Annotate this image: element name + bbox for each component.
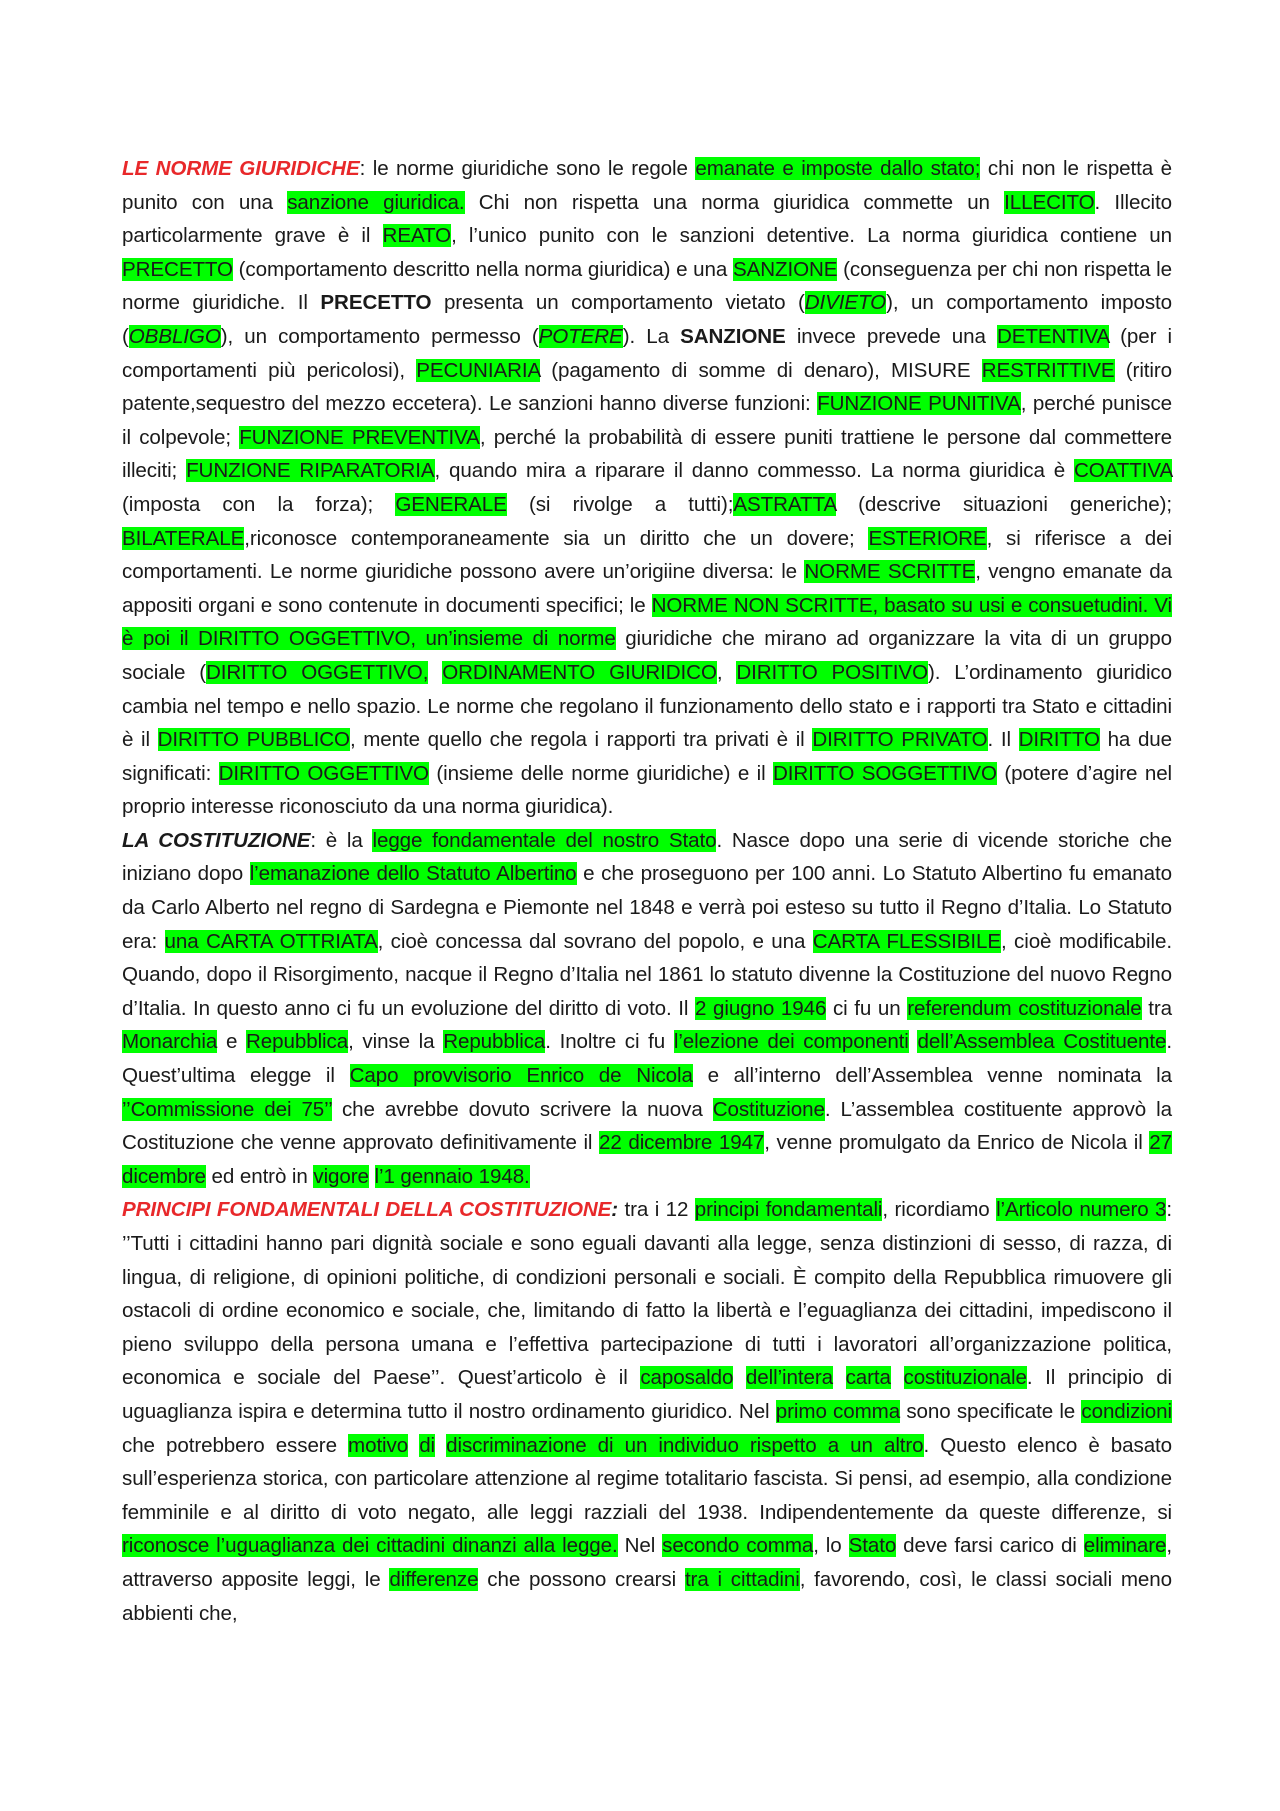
text-run: . L’assemblea costituente approvò la Costituzione che venne approvato definitivamente il (122, 1097, 1173, 1155)
highlighted-text: motivo (348, 1433, 409, 1457)
text-run: . Nasce dopo una serie di vicende storiche che iniziano dopo (122, 828, 1173, 886)
text-run: (ritiro patente,sequestro del mezzo eccetera). Le sanzioni hanno diverse funzioni: (122, 358, 1173, 416)
text-run: . Il principio di uguaglianza ispira e determina tutto il nostro ordinamento giuridico. Nel (122, 1366, 1173, 1423)
highlighted-text: condizioni (1081, 1399, 1172, 1423)
text-run (891, 1366, 904, 1389)
highlighted-text: DIRITTO OGGETTIVO, (206, 660, 429, 684)
highlighted-text: caposaldo (640, 1366, 734, 1390)
highlighted-text: DIRITTO SOGGETTIVO (773, 761, 997, 785)
highlighted-text: l’1 gennaio 1948. (374, 1164, 530, 1188)
text-run: (imposta con la forza); (122, 492, 396, 516)
highlighted-text: OBBLIGO (128, 324, 221, 348)
text-run: (per i comportamenti più pericolosi), (122, 324, 1172, 382)
text-run: . Questo elenco è basato sull’esperienza storica, con particolare attenzione al regime totalitario fascista. Si pensi, ad esempio, alla condizione femminile e al diritto di voto negato, alle leggi razziali del 1938. Indipendentemente da queste differenze, si (122, 1433, 1173, 1524)
text-run: . Inoltre ci fu (545, 1030, 674, 1054)
text-run: , perché la probabilità di essere puniti trattiene le persone dal commettere illeciti; (122, 425, 1172, 483)
highlighted-text: differenze (389, 1567, 479, 1591)
text-run: , cioè concessa dal sovrano del popolo, e una (377, 929, 813, 953)
highlighted-text: RESTRITTIVE (981, 358, 1115, 382)
section-heading: LE NORME GIURIDICHE (122, 157, 360, 180)
text-run: chi non le rispetta è punito con una (122, 157, 1172, 214)
highlighted-text: costituzionale (903, 1366, 1027, 1390)
text-run: ,riconosce contemporaneamente sia un diritto che un dovere; (244, 526, 869, 550)
highlighted-text: POTERE (538, 324, 623, 348)
highlighted-text: Repubblica (443, 1030, 546, 1054)
text-run: ci fu un (826, 996, 908, 1020)
text-run: (descrive situazioni generiche); (835, 492, 1172, 516)
text-run (833, 1366, 846, 1389)
text-run: . Quest’ultima elegge il (122, 1030, 1172, 1088)
text-run: , vengno emanate da appositi organi e sono contenute in documenti specifici; le (122, 560, 1173, 617)
highlighted-text: tra i cittadini (684, 1567, 800, 1591)
text-run: ha due significati: (122, 728, 1173, 785)
text-run: tra (1141, 996, 1172, 1020)
document-body (122, 152, 1172, 1630)
text-run: deve farsi carico di (896, 1534, 1084, 1558)
highlighted-text: 2 giugno 1946 (695, 996, 827, 1020)
highlighted-text: riconosce l’uguaglianza dei cittadini dinanzi alla legge. (122, 1534, 618, 1558)
bold-text: SANZIONE (680, 324, 786, 348)
highlighted-text: l’elezione dei componenti (673, 1030, 909, 1054)
text-run: , (716, 660, 737, 684)
text-run: (conseguenza per chi non rispetta le norme giuridiche. Il (122, 257, 1172, 315)
text-run: (si rivolge a tutti); (506, 492, 734, 516)
highlighted-text: DIRITTO POSITIVO (736, 660, 928, 684)
highlighted-text: DETENTIVA (996, 324, 1109, 348)
section-norme-giuridiche (122, 152, 1172, 824)
highlighted-text: Costituzione (712, 1097, 825, 1121)
text-run: tra i 12 (618, 1198, 695, 1222)
highlighted-text: legge fondamentale del nostro Stato (372, 828, 717, 852)
text-run: , perché punisce il colpevole; (122, 392, 1173, 449)
text-run: che avrebbe dovuto scrivere la nuova (331, 1097, 713, 1121)
text-run: , attraverso apposite leggi, le (122, 1534, 1172, 1591)
highlighted-text: DIRITTO PUBBLICO (157, 728, 350, 752)
section-costituzione (122, 824, 1172, 1194)
text-run: , venne promulgato da Enrico de Nicola il (764, 1131, 1150, 1155)
highlighted-text: primo comma (775, 1399, 901, 1423)
highlighted-text: emanate e imposte dallo stato; (695, 157, 981, 180)
highlighted-text: DIRITTO (1018, 728, 1100, 752)
highlighted-text: DIRITTO PRIVATO (812, 728, 988, 752)
highlighted-text: eliminare (1083, 1534, 1167, 1558)
text-run: . Il (987, 728, 1019, 752)
highlighted-text: ’’Commissione dei 75’’ (122, 1097, 332, 1121)
highlighted-text: carta (845, 1366, 891, 1390)
text-run: , mente quello che regola i rapporti tra privati è il (349, 728, 813, 752)
text-run: : le norme giuridiche sono le regole (359, 157, 696, 180)
text-run: e (217, 1030, 247, 1054)
highlighted-text: NORME NON SCRITTE, basato su usi e consuetudini. Vi è poi il DIRITTO OGGETTIVO, un’insieme di norme (122, 593, 1172, 651)
highlighted-text: ORDINAMENTO GIURIDICO (442, 660, 717, 684)
highlighted-text: Stato (848, 1534, 897, 1558)
highlighted-text: sanzione giuridica. (287, 190, 465, 214)
text-run: , l’unico punito con le sanzioni detentive. La norma giuridica contiene un (451, 224, 1172, 248)
highlighted-text: l’emanazione dello Statuto Albertino (249, 862, 577, 886)
text-run: che potrebbero essere (122, 1433, 349, 1457)
text-run (733, 1366, 746, 1389)
text-run: , si riferisce a dei comportamenti. Le norme giuridiche possono avere un’origiine diversa: le (122, 526, 1172, 584)
text-run: giuridiche che mirano ad organizzare la vita di un gruppo sociale ( (122, 627, 1172, 684)
text-run (408, 1434, 419, 1457)
highlighted-text: di (419, 1433, 436, 1457)
highlighted-text: PECUNIARIA (416, 358, 540, 382)
highlighted-text: NORME SCRITTE (804, 560, 976, 584)
section-heading: LA COSTITUZIONE (122, 828, 311, 852)
text-run (435, 1434, 446, 1457)
highlighted-text: ASTRATTA (733, 492, 836, 516)
text-run: ), un comportamento permesso ( (220, 324, 539, 348)
highlighted-text: DIRITTO OGGETTIVO (218, 761, 429, 785)
text-run: e all’interno dell’Assemblea venne nominata la (692, 1064, 1172, 1088)
highlighted-text: DIVIETO (804, 291, 887, 315)
highlighted-text: REATO (382, 224, 452, 248)
highlighted-text: discriminazione di un individuo rispetto a un altro (446, 1433, 924, 1457)
highlighted-text: Capo provvisorio Enrico de Nicola (349, 1064, 693, 1088)
text-run (428, 661, 442, 684)
highlighted-text: PRECETTO (122, 257, 233, 281)
text-run: presenta un comportamento vietato ( (431, 291, 805, 315)
highlighted-text: dell’intera (745, 1366, 833, 1390)
text-run (369, 1165, 375, 1188)
section-heading: : (611, 1198, 619, 1222)
highlighted-text: SANZIONE (732, 257, 838, 281)
highlighted-text: FUNZIONE PUNITIVA (817, 392, 1021, 416)
highlighted-text: CARTA FLESSIBILE (812, 929, 1001, 953)
text-run: , vinse la (348, 1030, 444, 1054)
highlighted-text: una CARTA OTTRIATA (164, 929, 378, 953)
highlighted-text: COATTIVA (1074, 459, 1172, 483)
bold-text: PRECETTO (320, 291, 432, 315)
highlighted-text: Repubblica (246, 1030, 349, 1054)
text-run: , cioè modificabile. Quando, dopo il Risorgimento, nacque il Regno d’Italia nel 1861 lo statuto divenne la Costituzione del nuovo Regno d’Italia. In questo anno ci fu un evoluzione del diritto di voto. Il (122, 929, 1172, 1020)
highlighted-text: FUNZIONE PREVENTIVA (239, 425, 480, 449)
text-run: (potere d’agire nel proprio interesse riconosciuto da una norma giuridica). (122, 761, 1173, 819)
text-run: (insieme delle norme giuridiche) e il (428, 761, 773, 785)
highlighted-text: FUNZIONE RIPARATORIA (186, 459, 435, 483)
text-run: , quando mira a riparare il danno commesso. La norma giuridica è (434, 459, 1074, 483)
section-heading: PRINCIPI FONDAMENTALI DELLA COSTITUZIONE (122, 1198, 612, 1222)
text-run: , lo (813, 1534, 849, 1558)
text-run: . Illecito particolarmente grave è il (122, 190, 1172, 248)
section-principi-fondamentali (122, 1193, 1172, 1630)
text-run: (pagamento di somme di denaro), MISURE (539, 358, 982, 382)
highlighted-text: referendum costituzionale (907, 996, 1142, 1020)
text-run: invece prevede una (785, 324, 997, 348)
highlighted-text: GENERALE (395, 492, 507, 516)
highlighted-text: Monarchia (122, 1030, 218, 1054)
highlighted-text: principi fondamentali (694, 1198, 883, 1222)
text-run: e che proseguono per 100 anni. Lo Statuto Albertino fu emanato da Carlo Alberto nel regno di Sardegna e Piemonte nel 1848 e verrà poi esteso su tutto il Regno d’Italia. Lo Statuto era: (122, 862, 1172, 953)
text-run: , ricordiamo (882, 1198, 997, 1222)
text-run: : ’’Tutti i cittadini hanno pari dignità sociale e sono eguali davanti alla legge, senza distinzioni di sesso, di razza, di lingua, di religione, di opinioni politiche, di condizioni personali e sociali. È compito della Repubblica rimuovere gli ostacoli di ordine economico e sociale, che, limitando di fatto la libertà e l’eguaglianza dei cittadini, impediscono il pieno sviluppo della persona umana e l’effettiva partecipazione di tutti i lavoratori all’organizzazione politica, economica e sociale del Paese’’. Quest’articolo è il (122, 1198, 1172, 1390)
text-run: ). L’ordinamento giuridico cambia nel tempo e nello spazio. Le norme che regolano il funzionamento dello stato e i rapporti tra Stato e cittadini è il (122, 660, 1172, 752)
highlighted-text: 22 dicembre 1947 (599, 1131, 765, 1155)
highlighted-text: BILATERALE (122, 526, 245, 550)
text-run: Nel (617, 1534, 663, 1558)
text-run: che possono crearsi (478, 1567, 685, 1591)
highlighted-text: l’Articolo numero 3 (996, 1198, 1167, 1222)
text-run: (comportamento descritto nella norma giuridica) e una (232, 257, 733, 281)
highlighted-text: 27 dicembre (122, 1131, 1173, 1188)
text-run: : è la (310, 828, 373, 852)
text-run: Chi non rispetta una norma giuridica commette un (464, 190, 1005, 214)
highlighted-text: vigore (313, 1164, 369, 1188)
text-run: ). La (622, 324, 681, 348)
text-run: , favorendo, così, le classi sociali meno abbienti che, (122, 1567, 1172, 1625)
highlighted-text: dell’Assemblea Costituente (917, 1030, 1167, 1054)
highlighted-text: secondo comma (662, 1534, 814, 1558)
highlighted-text: ILLECITO (1004, 190, 1095, 214)
text-run: ), un comportamento imposto ( (122, 291, 1173, 348)
text-run: ed entrò in (205, 1164, 314, 1188)
text-run: sono specificate le (900, 1399, 1082, 1423)
highlighted-text: ESTERIORE (868, 526, 987, 550)
